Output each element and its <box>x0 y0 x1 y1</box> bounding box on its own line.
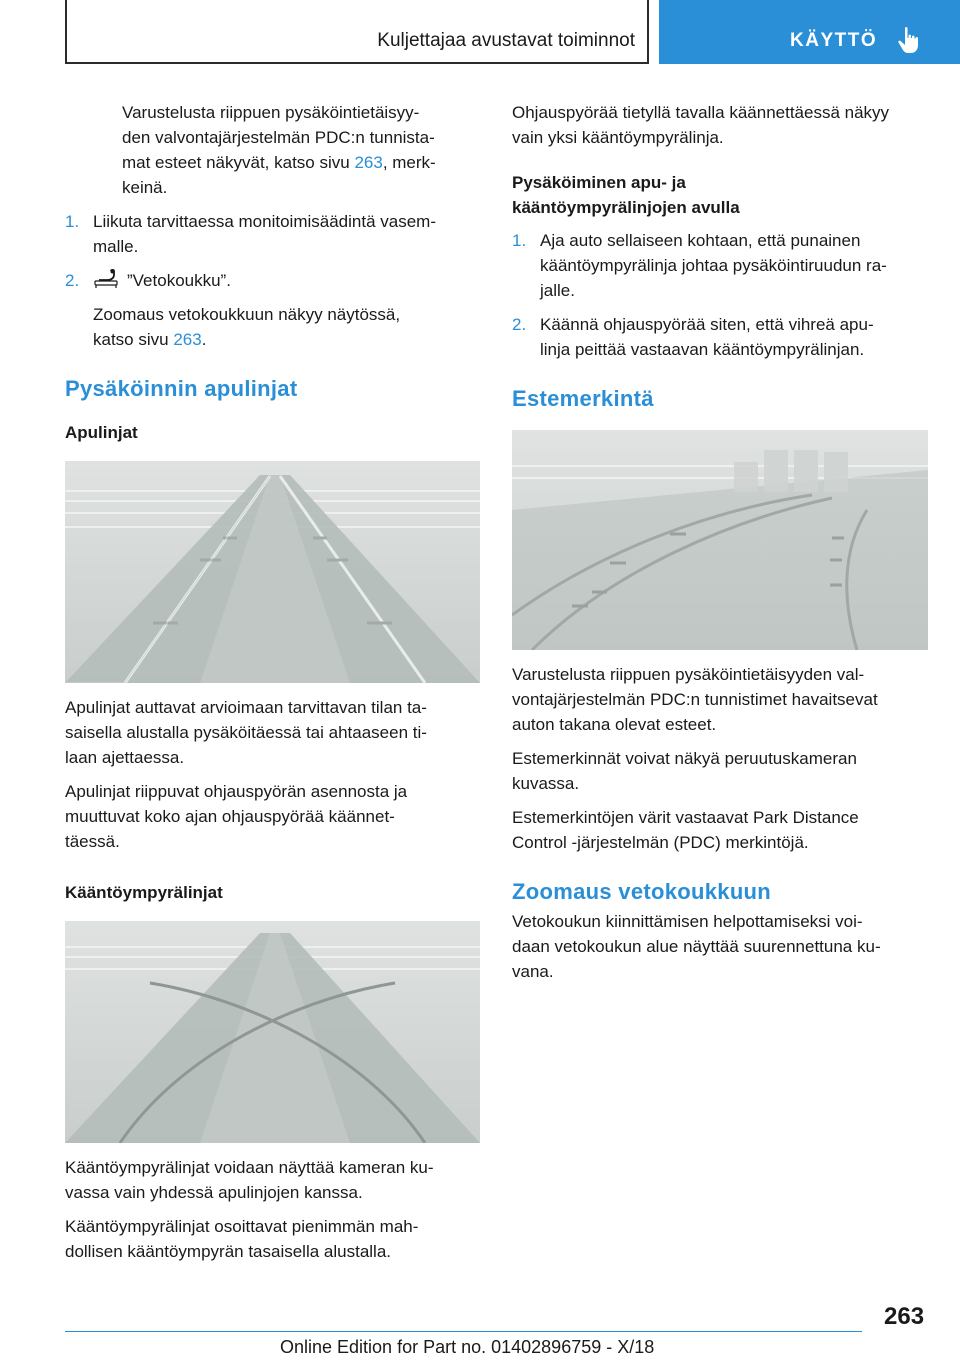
step-item <box>512 312 932 362</box>
text-line: keinä. <box>122 178 168 197</box>
turning-lines-figure <box>65 921 480 1143</box>
text-line: Estemerkintöjen värit vastaavat Park Distance <box>512 808 859 827</box>
text-line: Vetokoukun kiinnittämisen helpottamiseksi voi- <box>512 912 863 931</box>
page-number: 263 <box>884 1303 925 1330</box>
zoom-paragraph <box>512 909 932 984</box>
text-line: Kääntöympyrälinjat osoittavat pienimmän mah- <box>65 1217 419 1236</box>
text-line: laan ajettaessa. <box>65 748 185 767</box>
subsection-heading: Apulinjat <box>65 423 138 442</box>
turning-lines-image <box>65 921 480 1143</box>
text-line: mat esteet näkyvät, katso sivu <box>122 153 355 172</box>
header-section-box <box>65 0 649 64</box>
edition-footer: Online Edition for Part no. 01402896759 - X/18 <box>280 1337 655 1357</box>
step-number: 1. <box>512 231 527 250</box>
step-item <box>512 228 932 303</box>
guide-lines-figure <box>65 461 480 683</box>
text-line: vain yksi kääntöympyrälinja. <box>512 128 724 147</box>
left-column <box>65 100 483 1273</box>
text-line: saisella alustalla pysäköitäessä tai ahtaaseen ti- <box>65 723 427 742</box>
zoom-note <box>65 302 483 352</box>
page-reference-link[interactable]: 263 <box>354 153 383 172</box>
steering-paragraph <box>512 100 932 150</box>
step-number: 2. <box>65 271 80 290</box>
chapter-tab-label: KÄYTTÖ <box>790 30 878 51</box>
text-line: den valvontajärjestelmän PDC:n tunnista- <box>122 128 435 147</box>
guides-paragraph-2 <box>65 779 483 854</box>
chapter-tab[interactable] <box>659 0 960 64</box>
text-line: Kääntöympyrälinjat voidaan näyttää kameran ku- <box>65 1158 434 1177</box>
obstacle-paragraph-1 <box>512 662 932 737</box>
intro-paragraph <box>65 100 483 200</box>
text-line: muuttuvat koko ajan ohjauspyörää käännet- <box>65 807 395 826</box>
tow-hitch-icon <box>93 269 121 289</box>
text-line: Varustelusta riippuen pysäköintietäisyyden val- <box>512 665 865 684</box>
hand-pointer-icon <box>897 26 921 54</box>
step-number: 1. <box>65 212 80 231</box>
section-heading: Pysäköinnin apulinjat <box>65 376 298 401</box>
section-heading: Estemerkintä <box>512 386 654 411</box>
text-line: vana. <box>512 962 554 981</box>
subsection-heading <box>512 170 932 220</box>
section-heading: Zoomaus vetokoukkuun <box>512 879 772 904</box>
text-line: Liikuta tarvittaessa monitoimisäädintä vasem- <box>93 212 436 231</box>
obstacle-marking-image <box>512 430 928 650</box>
text-line: kääntöympyrälinja johtaa pysäköintiruudun ra- <box>540 256 887 275</box>
text-line: ”Vetokoukku”. <box>127 271 231 290</box>
obstacle-marking-figure <box>512 430 928 650</box>
section-title: Kuljettajaa avustavat toiminnot <box>377 30 635 51</box>
guides-paragraph-1 <box>65 695 483 770</box>
text-line: vassa vain yhdessä apulinjojen kanssa. <box>65 1183 363 1202</box>
right-column <box>512 100 932 993</box>
text-line: Ohjauspyörää tietyllä tavalla käännettäessä näkyy <box>512 103 890 122</box>
text-line: kuvassa. <box>512 774 580 793</box>
turning-paragraph-1 <box>65 1155 483 1205</box>
text-line: Zoomaus vetokoukkuun näkyy näytössä, <box>93 305 401 324</box>
text-line: Control -järjestelmän (PDC) merkintöjä. <box>512 833 809 852</box>
page-reference-link[interactable]: 263 <box>173 330 202 349</box>
text-line: dollisen kääntöympyrän tasaisella alustalla. <box>65 1242 392 1261</box>
subsection-heading: Kääntöympyrälinjat <box>65 883 223 902</box>
text-line: daan vetokoukun alue näyttää suurennettuna ku- <box>512 937 881 956</box>
text-line: auton takana olevat esteet. <box>512 715 717 734</box>
text-line: Varustelusta riippuen pysäköintietäisyy- <box>122 103 420 122</box>
text-line: . <box>201 330 207 349</box>
text-line: Aja auto sellaiseen kohtaan, että punainen <box>540 231 861 250</box>
obstacle-paragraph-2 <box>512 746 932 796</box>
text-line: kääntöympyrälinjojen avulla <box>512 198 740 217</box>
text-line: malle. <box>93 237 139 256</box>
turning-paragraph-2 <box>65 1214 483 1264</box>
text-line: linja peittää vastaavan kääntöympyrälinjan. <box>540 340 865 359</box>
step-item <box>65 268 483 293</box>
footer-divider <box>65 1331 862 1332</box>
text-line: vontajärjestelmän PDC:n tunnistimet havaitsevat <box>512 690 878 709</box>
text-line: Apulinjat riippuvat ohjauspyörän asennosta ja <box>65 782 408 801</box>
text-line: Apulinjat auttavat arvioimaan tarvittavan tilan ta- <box>65 698 427 717</box>
obstacle-paragraph-3 <box>512 805 932 855</box>
text-line: Käännä ohjauspyörää siten, että vihreä apu- <box>540 315 874 334</box>
text-line: täessä. <box>65 832 120 851</box>
text-line: , merk- <box>382 153 436 172</box>
text-line: Estemerkinnät voivat näkyä peruutuskameran <box>512 749 857 768</box>
guide-lines-image <box>65 461 480 683</box>
step-item <box>65 209 483 259</box>
text-line: katso sivu <box>93 330 174 349</box>
text-line: jalle. <box>540 281 575 300</box>
step-number: 2. <box>512 315 527 334</box>
text-line: Pysäköiminen apu- ja <box>512 173 686 192</box>
